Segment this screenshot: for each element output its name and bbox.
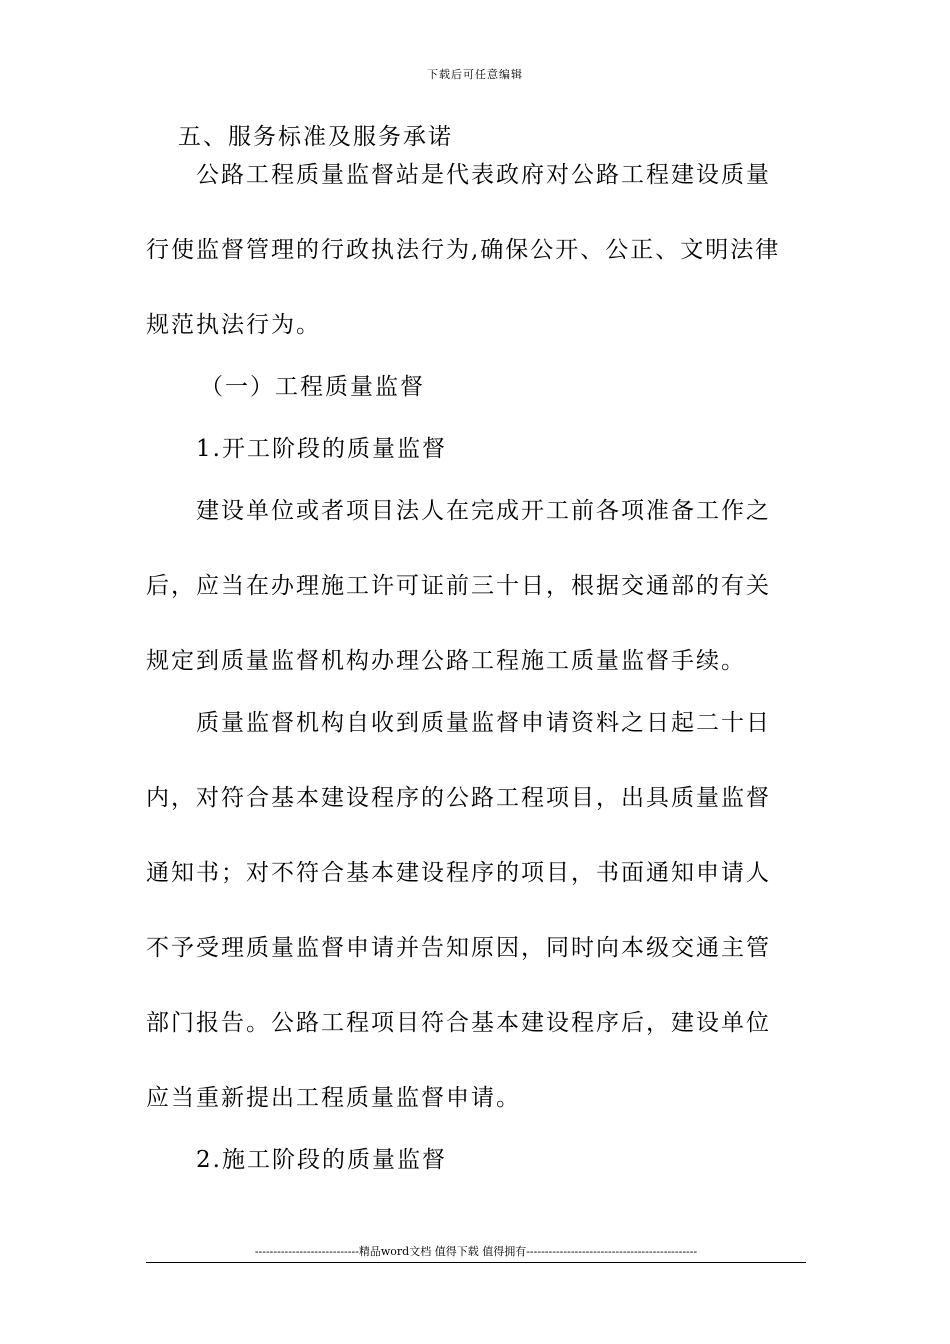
paragraph-line: 通知书；对不符合基本建设程序的项目，书面通知申请人 [146,860,771,886]
paragraph-line: 应当重新提出工程质量监督申请。 [146,1085,521,1111]
subsection-heading: 1.开工阶段的质量监督 [196,436,447,462]
footer-rule [146,1262,806,1263]
page-header-note: 下载后可任意编辑 [427,68,523,81]
subsection-heading: （一）工程质量监督 [200,374,425,400]
section-heading: 五、服务标准及服务承诺 [178,124,453,150]
paragraph-line: 内，对符合基本建设程序的公路工程项目，出具质量监督 [146,785,771,811]
paragraph-line: 质量监督机构自收到质量监督申请资料之日起二十日 [196,710,771,736]
paragraph-line: 规定到质量监督机构办理公路工程施工质量监督手续。 [146,648,746,674]
paragraph-line: 后，应当在办理施工许可证前三十日，根据交通部的有关 [146,573,771,599]
paragraph-line: 规范执法行为。 [146,312,321,338]
subsection-heading: 2.施工阶段的质量监督 [196,1147,447,1173]
paragraph-line: 不予受理质量监督申请并告知原因，同时向本级交通主管 [146,935,771,961]
page-footer [146,1245,806,1263]
paragraph-line: 行使监督管理的行政执法行为,确保公开、公正、文明法律 [146,237,781,263]
paragraph-line: 部门报告。公路工程项目符合基本建设程序后，建设单位 [146,1010,771,1036]
footer-text: ----------------------------精品word文档 值得下载 值得拥有---------------------------------------------- [254,1245,698,1258]
paragraph-line: 公路工程质量监督站是代表政府对公路工程建设质量 [196,162,771,188]
paragraph-line: 建设单位或者项目法人在完成开工前各项准备工作之 [196,498,771,524]
